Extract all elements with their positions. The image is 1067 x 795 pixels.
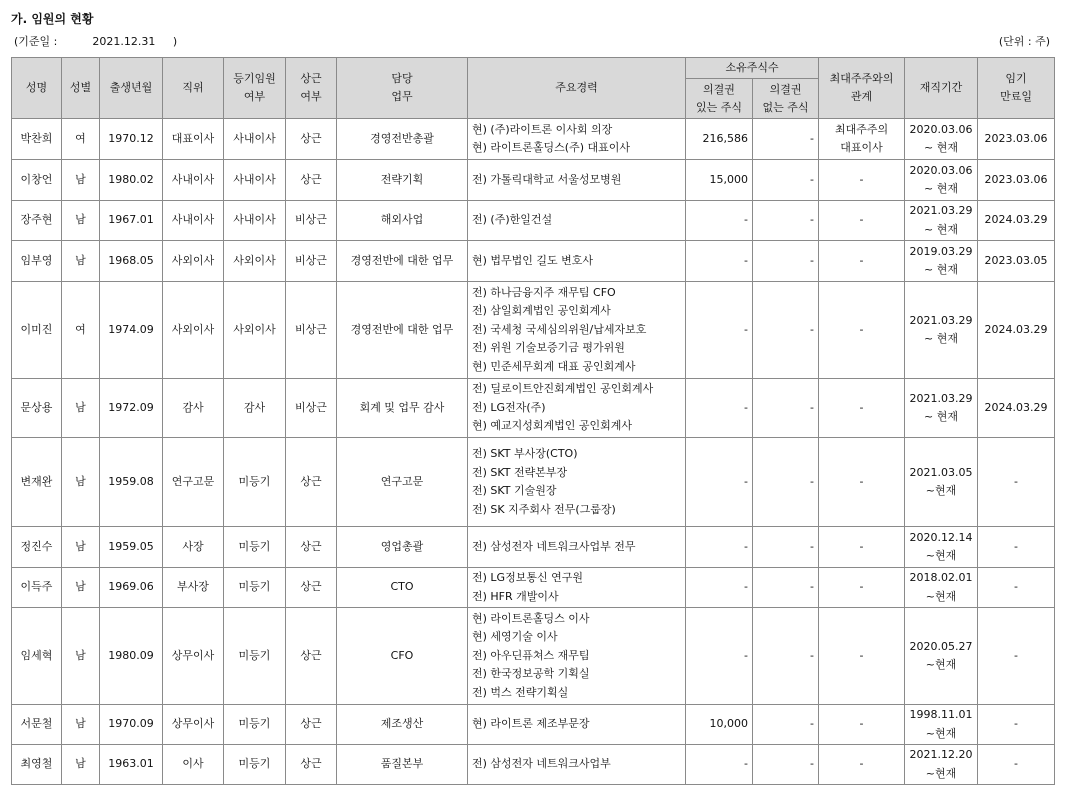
cell-voting-shares: - [686,438,753,527]
cell-fulltime: 상근 [286,568,337,608]
cell-birth: 1970.12 [100,119,163,160]
cell-career-line: 전) SKT 부사장(CTO) [472,447,578,460]
table-row [12,705,1055,745]
cell-birth: 1972.09 [100,379,163,438]
cell-duty: 경영전반에 대한 업무 [337,282,468,379]
cell-birth: 1970.09 [100,705,163,745]
header-relation: 최대주주와의 관계 [819,58,905,119]
cell-tenure [905,160,978,201]
cell-nonvoting-shares: - [753,282,819,379]
cell-relation-line: - [859,474,864,488]
cell-career [468,527,686,568]
cell-relation-line: - [859,717,864,731]
cell-relation [819,745,905,785]
cell-position: 상무이사 [163,608,224,705]
cell-fulltime: 비상근 [286,201,337,241]
cell-relation [819,119,905,160]
cell-fulltime: 비상근 [286,282,337,379]
cell-name: 문상용 [12,379,62,438]
cell-voting-shares: - [686,568,753,608]
header-nonvoting-shares: 의결권 없는 주식 [753,79,819,119]
cell-tenure [905,282,978,379]
cell-gender: 남 [62,568,100,608]
cell-term: 2024.03.29 [978,379,1055,438]
cell-career-line: 현) 예교지성회계법인 공인회계사 [472,419,633,433]
cell-name: 이창언 [12,160,62,201]
cell-name: 서문철 [12,705,62,745]
cell-career [468,705,686,745]
cell-name: 박찬희 [12,119,62,160]
cell-career-line: 전) 하나금융지주 재무팀 CFO [472,285,616,299]
header-duty: 담당 업무 [337,58,468,119]
cell-career [468,608,686,705]
cell-registered: 미등기 [224,608,286,705]
cell-voting-shares: - [686,527,753,568]
cell-career-line: 전) LG전자(주) [472,400,546,414]
cell-registered: 감사 [224,379,286,438]
cell-voting-shares: - [686,745,753,785]
cell-position: 연구고문 [163,438,224,527]
cell-career-line: 현) 라이트론 제조부문장 [472,717,590,731]
header-shares: 소유주식수 [686,58,819,79]
cell-birth: 1963.01 [100,745,163,785]
cell-career [468,119,686,160]
cell-relation [819,438,905,527]
cell-career [468,160,686,201]
cell-tenure-line: 2021.03.05 [909,465,973,479]
table-row [12,608,1055,705]
cell-nonvoting-shares: - [753,705,819,745]
cell-tenure-line: 2020.03.06 [909,163,973,177]
cell-relation [819,201,905,241]
cell-tenure-line: 2021.12.20 [909,748,973,761]
cell-fulltime: 비상근 [286,379,337,438]
cell-voting-shares: 15,000 [686,160,753,201]
cell-career [468,201,686,241]
cell-nonvoting-shares: - [753,379,819,438]
cell-tenure-line: 2021.03.29 [909,391,973,405]
cell-fulltime: 상근 [286,527,337,568]
cell-gender: 남 [62,705,100,745]
table-row [12,160,1055,201]
cell-tenure [905,608,978,705]
table-header [12,58,1055,119]
cell-duty: 전략기획 [337,160,468,201]
cell-duty: 영업총괄 [337,527,468,568]
cell-tenure [905,119,978,160]
cell-relation [819,160,905,201]
cell-voting-shares: - [686,201,753,241]
cell-career-line: 전) 딜로이트안진회계법인 공인회계사 [472,382,654,396]
cell-registered: 사외이사 [224,282,286,379]
cell-fulltime: 상근 [286,119,337,160]
cell-fulltime: 상근 [286,745,337,785]
cell-tenure [905,568,978,608]
table-row [12,438,1055,527]
cell-position: 상무이사 [163,705,224,745]
cell-voting-shares: - [686,241,753,282]
cell-nonvoting-shares: - [753,241,819,282]
cell-nonvoting-shares: - [753,745,819,785]
cell-relation-line: - [859,400,864,414]
cell-relation [819,379,905,438]
cell-tenure-line: 2021.03.29 [909,204,973,217]
cell-gender: 남 [62,160,100,201]
cell-career-line: 전) SKT 기술원장 [472,484,557,497]
cell-career-line: 전) 가톨릭대학교 서울성모병원 [472,172,622,186]
cell-birth: 1959.08 [100,438,163,527]
header-career: 주요경력 [468,58,686,119]
base-date-label: (기준일 : [14,35,58,48]
cell-tenure-line: 2020.03.06 [909,122,973,136]
cell-tenure-line: ~ 현재 [924,222,958,236]
header-gender: 성별 [62,58,100,119]
cell-tenure-line: 2020.12.14 [909,530,973,544]
cell-duty: CTO [337,568,468,608]
cell-birth: 1968.05 [100,241,163,282]
cell-career [468,379,686,438]
header-fulltime: 상근 여부 [286,58,337,119]
cell-career [468,568,686,608]
cell-career-line: 전) SK 지주회사 전무(그룹장) [472,502,616,516]
table-row [12,201,1055,241]
cell-career-line: 전) HFR 개발이사 [472,589,559,603]
cell-tenure [905,201,978,241]
header-tenure: 재직기간 [905,58,978,119]
cell-tenure-line: ~ 현재 [924,410,958,423]
cell-nonvoting-shares: - [753,568,819,608]
cell-relation [819,705,905,745]
cell-birth: 1980.09 [100,608,163,705]
cell-career-line: 전) 삼일회계법인 공인회계사 [472,304,611,318]
cell-tenure [905,438,978,527]
cell-position: 사내이사 [163,201,224,241]
cell-position: 사외이사 [163,241,224,282]
cell-tenure [905,705,978,745]
cell-tenure-line: ~ 현재 [924,182,958,195]
cell-tenure-line: 2020.05.27 [909,639,973,653]
cell-gender: 남 [62,438,100,527]
table-row [12,282,1055,379]
cell-tenure-line: 2021.03.29 [909,313,973,327]
cell-career-line: 전) SKT 전략본부장 [472,465,568,479]
table-row [12,119,1055,160]
header-term: 임기 만료일 [978,58,1055,119]
cell-birth: 1959.05 [100,527,163,568]
cell-name: 정진수 [12,527,62,568]
cell-birth: 1969.06 [100,568,163,608]
cell-nonvoting-shares: - [753,608,819,705]
cell-gender: 여 [62,282,100,379]
cell-fulltime: 상근 [286,705,337,745]
cell-tenure-line: ~현재 [925,766,957,780]
cell-gender: 남 [62,608,100,705]
cell-position: 이사 [163,745,224,785]
cell-gender: 여 [62,119,100,160]
cell-name: 이미진 [12,282,62,379]
cell-tenure-line: 2019.03.29 [909,244,973,258]
cell-tenure-line: ~현재 [925,589,957,603]
cell-duty: CFO [337,608,468,705]
cell-name: 이득주 [12,568,62,608]
cell-name: 임부영 [12,241,62,282]
header-position: 직위 [163,58,224,119]
cell-registered: 사외이사 [224,241,286,282]
cell-voting-shares: 10,000 [686,705,753,745]
cell-tenure-line: ~현재 [925,658,957,671]
cell-term: 2024.03.29 [978,201,1055,241]
cell-career-line: 현) (주)라이트론 이사회 의장 [472,122,613,136]
cell-relation [819,241,905,282]
cell-gender: 남 [62,241,100,282]
cell-career [468,438,686,527]
cell-nonvoting-shares: - [753,160,819,201]
cell-registered: 사내이사 [224,201,286,241]
cell-career [468,241,686,282]
cell-name: 변재완 [12,438,62,527]
cell-relation [819,282,905,379]
cell-position: 부사장 [163,568,224,608]
cell-duty: 경영전반총괄 [337,119,468,160]
header-registered: 등기임원 여부 [224,58,286,119]
unit-label: (단위 : 주) [998,35,1050,48]
cell-voting-shares: - [686,282,753,379]
cell-tenure-line: ~현재 [925,484,957,497]
cell-nonvoting-shares: - [753,527,819,568]
cell-tenure [905,745,978,785]
cell-term: 2023.03.06 [978,160,1055,201]
table-body [12,119,1055,785]
cell-relation [819,608,905,705]
cell-career-line: 현) 법무법인 길도 변호사 [472,253,594,267]
cell-gender: 남 [62,745,100,785]
cell-tenure-line: ~현재 [925,726,957,740]
table-row [12,379,1055,438]
cell-term: 2023.03.06 [978,119,1055,160]
cell-career [468,282,686,379]
cell-relation-line: - [859,648,864,662]
header-name: 성명 [12,58,62,119]
table-row [12,527,1055,568]
cell-registered: 미등기 [224,568,286,608]
base-date-value: 2021.12.31 [92,35,156,48]
header-voting-shares: 의결권 있는 주식 [686,79,753,119]
cell-tenure-line: ~현재 [925,549,957,562]
cell-gender: 남 [62,527,100,568]
cell-relation [819,568,905,608]
cell-career-line: 전) 국세청 국세심의위원/납세자보호 [472,322,647,336]
cell-tenure-line: 1998.11.01 [909,708,973,721]
cell-tenure-line: 2018.02.01 [909,571,973,584]
cell-registered: 미등기 [224,527,286,568]
cell-birth: 1974.09 [100,282,163,379]
cell-duty: 회계 및 업무 감사 [337,379,468,438]
cell-tenure [905,527,978,568]
table-row [12,568,1055,608]
cell-career-line: 전) LG정보통신 연구원 [472,571,583,584]
cell-relation-line: - [859,253,864,267]
cell-relation-line: - [859,580,864,594]
cell-relation-line: 최대주주의 [834,122,889,136]
cell-fulltime: 상근 [286,608,337,705]
base-date-close: ) [172,35,178,48]
cell-tenure [905,241,978,282]
cell-position: 사내이사 [163,160,224,201]
cell-career-line: 현) 민준세무회계 대표 공인회계사 [472,359,636,373]
cell-voting-shares: 216,586 [686,119,753,160]
cell-tenure-line: ~ 현재 [924,332,958,345]
cell-term: - [978,527,1055,568]
cell-career-line: 현) 라이트론홀딩스(주) 대표이사 [472,141,631,154]
cell-relation-line: 대표이사 [840,141,883,154]
cell-relation-line: - [859,322,864,336]
cell-fulltime: 상근 [286,438,337,527]
cell-position: 감사 [163,379,224,438]
cell-registered: 미등기 [224,705,286,745]
cell-career-line: 전) 아우딘퓨쳐스 재무팀 [472,648,590,662]
cell-relation-line: - [859,539,864,553]
cell-birth: 1980.02 [100,160,163,201]
cell-term: 2023.03.05 [978,241,1055,282]
cell-fulltime: 비상근 [286,241,337,282]
cell-gender: 남 [62,201,100,241]
cell-relation-line: - [859,172,864,186]
cell-relation-line: - [859,213,864,227]
cell-career [468,745,686,785]
cell-nonvoting-shares: - [753,119,819,160]
cell-career-line: 현) 세영기술 이사 [472,630,558,644]
cell-term: - [978,438,1055,527]
cell-career-line: 전) 벅스 전략기획실 [472,685,569,699]
officers-table [11,57,1055,785]
cell-registered: 사내이사 [224,119,286,160]
cell-tenure-line: ~ 현재 [924,263,958,276]
cell-name: 임세혁 [12,608,62,705]
cell-career-line: 전) 위원 기술보증기금 평가위원 [472,341,625,355]
cell-duty: 품질본부 [337,745,468,785]
cell-career-line: 현) 라이트론홀딩스 이사 [472,611,590,625]
cell-position: 사외이사 [163,282,224,379]
cell-career-line: 전) 한국정보공학 기획실 [472,667,590,681]
cell-duty: 해외사업 [337,201,468,241]
section-title: 가. 임원의 현황 [11,12,94,26]
cell-term: - [978,608,1055,705]
cell-duty: 경영전반에 대한 업무 [337,241,468,282]
cell-career-line: 전) (주)한일건설 [472,213,553,227]
header-birth: 출생년월 [100,58,163,119]
cell-registered: 미등기 [224,438,286,527]
cell-name: 최영철 [12,745,62,785]
cell-duty: 제조생산 [337,705,468,745]
cell-name: 장주현 [12,201,62,241]
cell-term: - [978,745,1055,785]
cell-term: - [978,568,1055,608]
cell-voting-shares: - [686,608,753,705]
cell-birth: 1967.01 [100,201,163,241]
cell-registered: 미등기 [224,745,286,785]
cell-nonvoting-shares: - [753,201,819,241]
cell-duty: 연구고문 [337,438,468,527]
table-row [12,745,1055,785]
cell-position: 대표이사 [163,119,224,160]
table-row [12,241,1055,282]
cell-registered: 사내이사 [224,160,286,201]
cell-nonvoting-shares: - [753,438,819,527]
cell-relation-line: - [859,757,864,771]
cell-gender: 남 [62,379,100,438]
cell-career-line: 전) 삼성전자 네트워크사업부 전무 [472,539,636,553]
cell-term: 2024.03.29 [978,282,1055,379]
cell-tenure-line: ~ 현재 [924,141,958,154]
cell-relation [819,527,905,568]
cell-career-line: 전) 삼성전자 네트워크사업부 [472,757,611,771]
cell-position: 사장 [163,527,224,568]
cell-voting-shares: - [686,379,753,438]
base-date [14,33,177,49]
cell-tenure [905,379,978,438]
cell-term: - [978,705,1055,745]
cell-fulltime: 상근 [286,160,337,201]
